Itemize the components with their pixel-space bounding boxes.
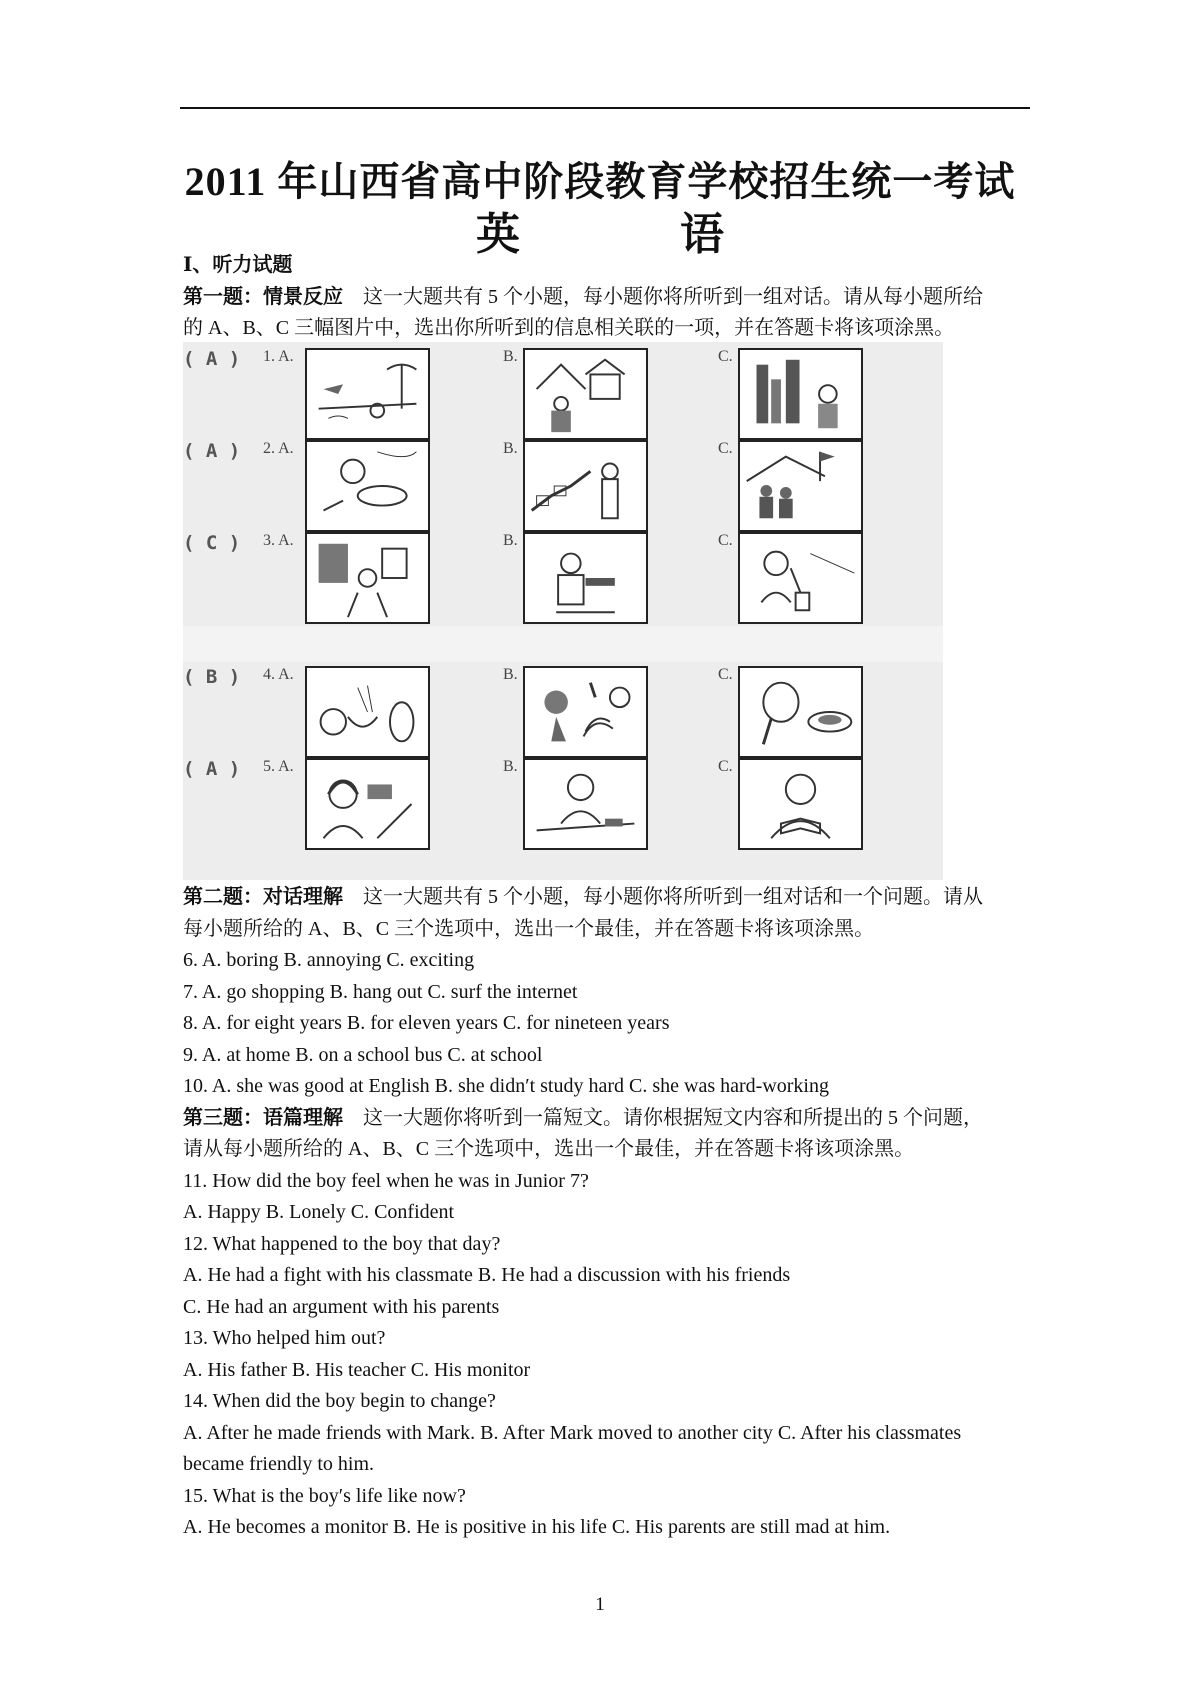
beach-scene-icon — [305, 348, 430, 440]
city-skyline-icon — [738, 348, 863, 440]
option-label-a: 4. A. — [263, 666, 294, 683]
part2-instruction-line2: 每小题所给的 A、B、C 三个选项中，选出一个最佳，并在答题卡将该项涂黑。 — [183, 917, 875, 940]
boy-on-phone-icon — [738, 532, 863, 624]
question-line: 15. What is the boy′s life like now? — [183, 1484, 466, 1507]
question-line: 13. Who helped him out? — [183, 1327, 386, 1349]
picture-options-figure — [183, 342, 943, 880]
boy-with-ticket-icon — [523, 532, 648, 624]
part2-heading: 第二题：对话理解 — [183, 886, 343, 908]
part2-instruction-line1: 这一大题共有 5 个小题，每小题你将所听到一组对话和一个问题。请从 — [343, 886, 983, 908]
noodles-bread-icon — [305, 666, 430, 758]
village-scene-icon — [523, 348, 648, 440]
picture-row-4 — [183, 660, 943, 760]
part3-instruction-line2: 请从每小题所给的 A、B、C 三个选项中，选出一个最佳，并在答题卡将该项涂黑。 — [183, 1138, 915, 1160]
option-label-a: 2. A. — [263, 440, 294, 457]
question-line: 14. When did the boy begin to change? — [183, 1390, 496, 1412]
listening-section — [183, 250, 1028, 345]
great-wall-icon — [523, 440, 648, 532]
part1-instruction-line2: 的 A、B、C 三幅图片中，选出你所听到的信息相关联的一项，并在答题卡将该项涂黑。 — [183, 317, 955, 339]
chicken-rice-icon — [738, 666, 863, 758]
boy-with-headphones-icon — [305, 758, 430, 850]
part1-instruction-line1: 这一大题共有 5 个小题，每小题你将所听到一组对话。请从每小题所给 — [343, 285, 983, 308]
answer-mark: ( A ) — [183, 348, 241, 370]
picture-row-3 — [183, 526, 943, 626]
option-label-a: 5. A. — [263, 758, 294, 775]
option-label-c: C. — [718, 440, 733, 457]
part1-heading: 第一题：情景反应 — [183, 285, 343, 308]
option-label-b: B. — [503, 666, 518, 683]
option-label-a: 1. A. — [263, 348, 294, 365]
question-line: A. After he made friends with Mark. B. After Mark moved to another city C. After his classmates — [183, 1421, 962, 1444]
option-label-c: C. — [718, 758, 733, 775]
picture-row-2 — [183, 434, 943, 534]
page-number: 1 — [595, 1594, 605, 1615]
option-label-c: C. — [718, 666, 733, 683]
option-label-c: C. — [718, 532, 733, 549]
question-line: A. He becomes a monitor B. He is positive in his life C. His parents are still mad at him. — [183, 1516, 891, 1538]
question-line: 11. How did the boy feel when he was in Junior 7? — [183, 1169, 589, 1192]
top-rule — [180, 107, 1030, 109]
answer-mark: ( A ) — [183, 440, 241, 462]
part1-instruction — [183, 282, 1028, 314]
boy-reading-poster-icon — [305, 532, 430, 624]
part3-heading: 第三题：语篇理解 — [183, 1106, 343, 1129]
question-line: 10. A. she was good at English B. she didn′t study hard C. she was hard-working — [183, 1075, 829, 1097]
boy-writing-icon — [523, 758, 648, 850]
question-line: 6. A. boring B. annoying C. exciting — [183, 949, 475, 971]
part3-instruction — [183, 1103, 1028, 1135]
question-line: A. He had a fight with his classmate B. He had a discussion with his friends — [183, 1264, 791, 1286]
part3-instruction-line1: 这一大题你将听到一篇短文。请你根据短文内容和所提出的 5 个问题， — [343, 1106, 983, 1129]
option-label-b: B. — [503, 758, 518, 775]
question-line: became friendly to him. — [183, 1453, 375, 1475]
exam-title: 2011 年山西省高中阶段教育学校招生统一考试 — [184, 159, 1016, 204]
option-label-b: B. — [503, 348, 518, 365]
picture-row-1 — [183, 342, 943, 442]
option-label-b: B. — [503, 440, 518, 457]
option-label-c: C. — [718, 348, 733, 365]
question-line: 7. A. go shopping B. hang out C. surf the internet — [183, 980, 578, 1003]
question-line: C. He had an argument with his parents — [183, 1295, 500, 1318]
food-plate-icon — [305, 440, 430, 532]
part2-instruction — [183, 882, 1028, 914]
boy-reading-book-icon — [738, 758, 863, 850]
answer-mark: ( A ) — [183, 758, 241, 780]
questions-block — [183, 882, 1028, 1544]
subject-title: 英 语 — [476, 210, 782, 259]
question-line: A. His father B. His teacher C. His monitor — [183, 1358, 531, 1381]
question-line: 9. A. at home B. on a school bus C. at school — [183, 1043, 543, 1066]
option-label-b: B. — [503, 532, 518, 549]
option-label-a: 3. A. — [263, 532, 294, 549]
hiking-group-icon — [738, 440, 863, 532]
answer-mark: ( C ) — [183, 532, 241, 554]
answer-mark: ( B ) — [183, 666, 241, 688]
picture-row-5 — [183, 752, 943, 852]
vegetables-fruit-icon — [523, 666, 648, 758]
question-line: A. Happy B. Lonely C. Confident — [183, 1201, 455, 1223]
question-line: 12. What happened to the boy that day? — [183, 1232, 501, 1255]
section-heading: Ⅰ、听力试题 — [183, 254, 293, 276]
question-line: 8. A. for eight years B. for eleven years C. for nineteen years — [183, 1012, 670, 1034]
